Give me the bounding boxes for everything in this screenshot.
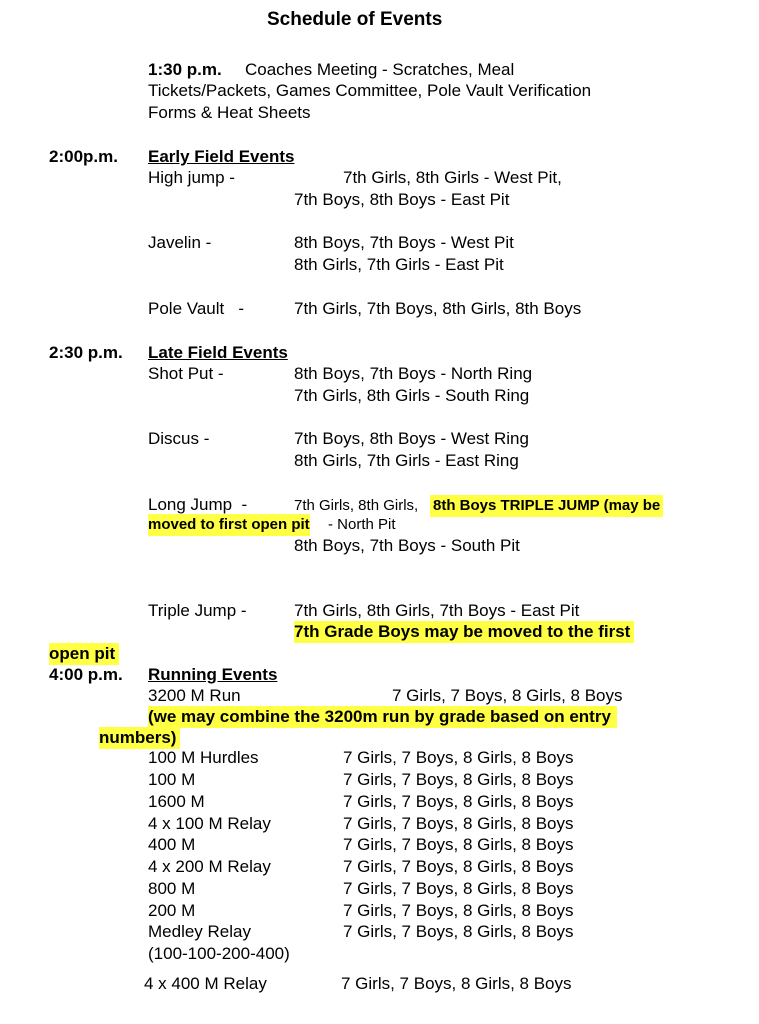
long-jump-label: Long Jump - — [148, 495, 248, 514]
running-event-label: 4 x 100 M Relay — [148, 814, 271, 833]
running-event-value: 7 Girls, 7 Boys, 8 Girls, 8 Boys — [343, 922, 574, 941]
running-event-label: 100 M Hurdles — [148, 748, 259, 767]
running-time: 4:00 p.m. — [49, 665, 123, 684]
javelin-label: Javelin - — [148, 233, 212, 252]
relay-400-label: 4 x 400 M Relay — [144, 974, 267, 993]
early-field-heading: Early Field Events — [148, 147, 295, 166]
long-jump-small: 7th Girls, 8th Girls, — [294, 497, 419, 514]
running-event-value: 7 Girls, 7 Boys, 8 Girls, 8 Boys — [343, 792, 574, 811]
javelin-line1: 8th Boys, 7th Boys - West Pit — [294, 233, 514, 252]
coaches-meeting-line3: Forms & Heat Sheets — [148, 103, 311, 122]
running-event-value: 7 Girls, 7 Boys, 8 Girls, 8 Boys — [343, 835, 574, 854]
page-title: Schedule of Events — [267, 9, 443, 30]
late-field-heading: Late Field Events — [148, 343, 288, 362]
run-3200-value: 7 Girls, 7 Boys, 8 Girls, 8 Boys — [392, 686, 623, 705]
running-event-label: 100 M — [148, 770, 196, 789]
late-field-time: 2:30 p.m. — [49, 343, 123, 362]
high-jump-line2: 7th Boys, 8th Boys - East Pit — [294, 190, 510, 209]
pole-vault-line1: 7th Girls, 7th Boys, 8th Girls, 8th Boys — [294, 299, 582, 318]
coaches-meeting-line2: Tickets/Packets, Games Committee, Pole Vault Verification — [148, 81, 592, 100]
discus-label: Discus - — [148, 429, 210, 448]
long-jump-note-part1: 8th Boys TRIPLE JUMP (may be — [430, 495, 663, 517]
triple-jump-note-part1: 7th Grade Boys may be moved to the first — [294, 621, 634, 643]
shot-put-line1: 8th Boys, 7th Boys - North Ring — [294, 364, 533, 383]
shot-put-line2: 7th Girls, 8th Girls - South Ring — [294, 386, 530, 405]
shot-put-label: Shot Put - — [148, 364, 224, 383]
discus-line1: 7th Boys, 8th Boys - West Ring — [294, 429, 529, 448]
triple-jump-note-part2: open pit — [49, 643, 119, 665]
run-3200-label: 3200 M Run — [148, 686, 241, 705]
medley-relay-detail: (100-100-200-400) — [148, 944, 290, 963]
pole-vault-label: Pole Vault - — [148, 299, 245, 318]
run-3200-note-part1: (we may combine the 3200m run by grade based on entry — [148, 706, 617, 728]
running-event-label: 800 M — [148, 879, 196, 898]
discus-line2: 8th Girls, 7th Girls - East Ring — [294, 451, 519, 470]
running-event-value: 7 Girls, 7 Boys, 8 Girls, 8 Boys — [343, 857, 574, 876]
coaches-meeting-line1: Coaches Meeting - Scratches, Meal — [245, 60, 515, 79]
javelin-line2: 8th Girls, 7th Girls - East Pit — [294, 255, 504, 274]
high-jump-label: High jump - — [148, 168, 235, 187]
run-3200-note-part2: numbers) — [99, 727, 180, 749]
coaches-meeting-time: 1:30 p.m. — [148, 60, 222, 79]
running-heading: Running Events — [148, 665, 278, 684]
triple-jump-line1: 7th Girls, 8th Girls, 7th Boys - East Pit — [294, 601, 580, 620]
running-event-value: 7 Girls, 7 Boys, 8 Girls, 8 Boys — [343, 879, 574, 898]
running-event-value: 7 Girls, 7 Boys, 8 Girls, 8 Boys — [343, 901, 574, 920]
running-event-value: 7 Girls, 7 Boys, 8 Girls, 8 Boys — [343, 814, 574, 833]
running-event-value: 7 Girls, 7 Boys, 8 Girls, 8 Boys — [343, 748, 574, 767]
triple-jump-label: Triple Jump - — [148, 601, 247, 620]
running-event-label: Medley Relay — [148, 922, 251, 941]
relay-400-value: 7 Girls, 7 Boys, 8 Girls, 8 Boys — [341, 974, 572, 993]
running-event-label: 400 M — [148, 835, 196, 854]
running-event-label: 200 M — [148, 901, 196, 920]
long-jump-note-part2: moved to first open pit — [148, 514, 310, 536]
long-jump-after-note: - North Pit — [328, 516, 396, 533]
running-event-label: 4 x 200 M Relay — [148, 857, 271, 876]
running-event-value: 7 Girls, 7 Boys, 8 Girls, 8 Boys — [343, 770, 574, 789]
long-jump-line2: 8th Boys, 7th Boys - South Pit — [294, 536, 520, 555]
high-jump-line1: 7th Girls, 8th Girls - West Pit, — [343, 168, 562, 187]
running-event-label: 1600 M — [148, 792, 205, 811]
early-field-time: 2:00p.m. — [49, 147, 118, 166]
